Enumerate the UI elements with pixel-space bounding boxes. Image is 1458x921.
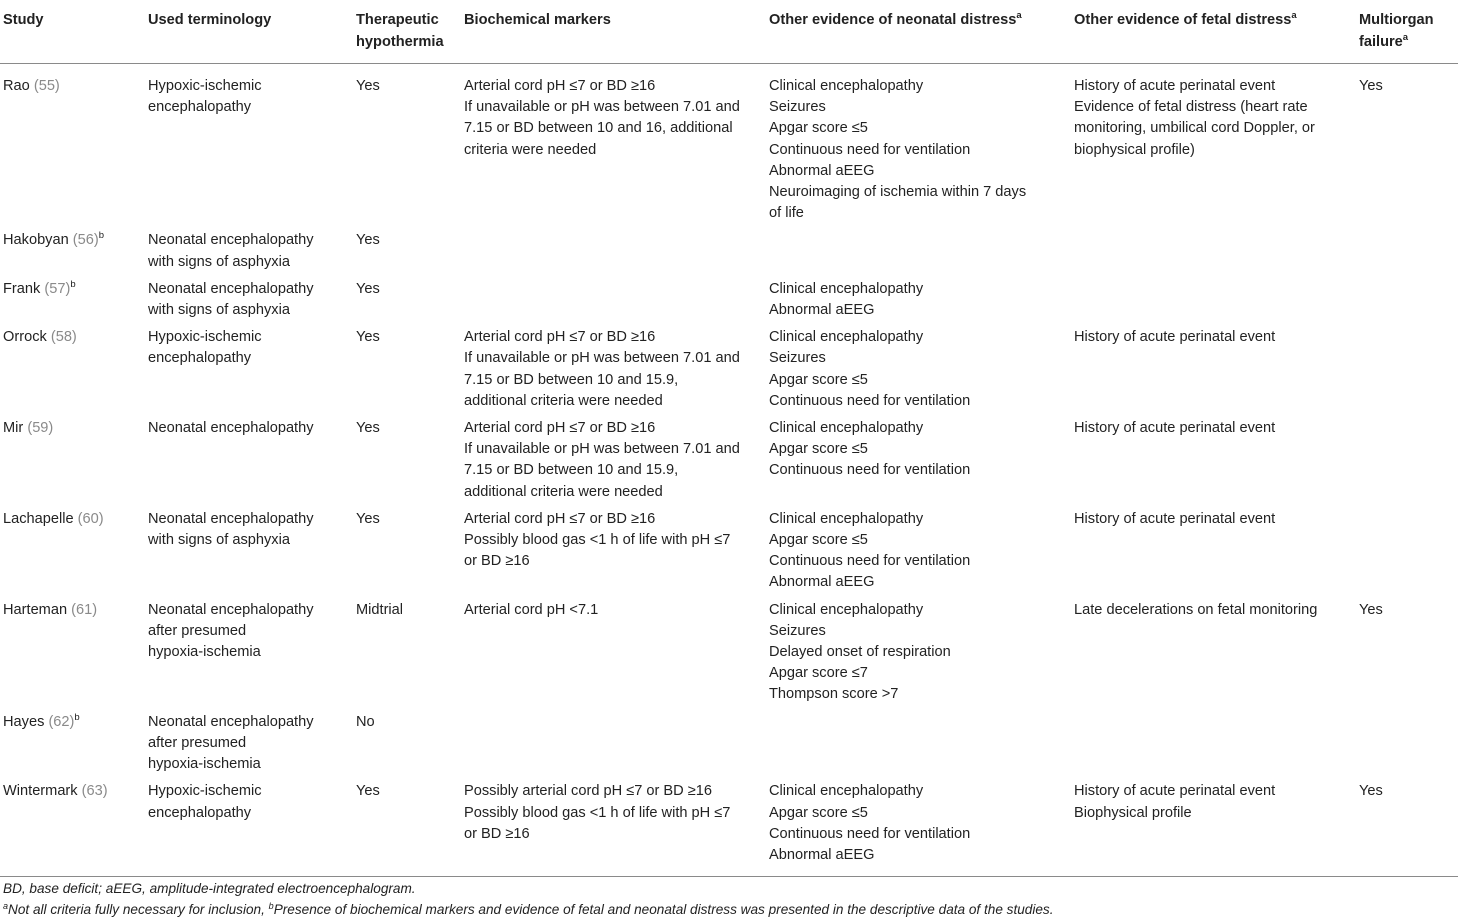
cell-terminology bbox=[148, 64, 356, 226]
cell-terminology bbox=[148, 413, 356, 504]
cell-biochem-line: or BD ≥16 bbox=[464, 553, 530, 570]
header-hypothermia: Therapeutic hypothermia bbox=[356, 0, 464, 64]
header-fetal: Other evidence of fetal distress$^a$ bbox=[1074, 0, 1359, 64]
cell-terminology-line: Neonatal encephalopathy bbox=[148, 420, 314, 437]
cell-study bbox=[0, 274, 148, 322]
cell-neonatal bbox=[769, 595, 1074, 707]
table-row bbox=[0, 595, 1458, 707]
cell-terminology-line: after presumed bbox=[148, 734, 247, 751]
cell-neonatal-line: Abnormal aEEG bbox=[769, 846, 875, 863]
cell-multiorgan: Yes bbox=[1359, 78, 1383, 94]
cell-biochem-line: additional criteria were needed bbox=[464, 392, 663, 409]
cell-fetal-line: History of acute perinatal event bbox=[1074, 420, 1276, 437]
cell-neonatal-line: Clinical encephalopathy bbox=[769, 420, 924, 437]
table-row bbox=[0, 504, 1458, 595]
cell-study bbox=[0, 595, 148, 707]
cell-biochem-line: Arterial cord pH <7.1 bbox=[464, 601, 599, 618]
cell-terminology-line: encephalopathy bbox=[148, 804, 252, 821]
cell-terminology bbox=[148, 274, 356, 322]
cell-fetal-line: History of acute perinatal event bbox=[1074, 329, 1276, 346]
cell-biochem-line: Arterial cord pH ≤7 or BD ≥16 bbox=[464, 510, 656, 527]
cell-terminology-line: with signs of asphyxia bbox=[148, 302, 290, 319]
cell-study bbox=[0, 64, 148, 226]
table-body bbox=[0, 64, 1458, 877]
cell-neonatal-line: Clinical encephalopathy bbox=[769, 783, 924, 800]
cell-hypothermia: Yes bbox=[356, 420, 380, 437]
cell-neonatal-line: Apgar score ≤5 bbox=[769, 120, 868, 137]
study-name: Hakobyan bbox=[3, 232, 69, 249]
reference-link[interactable]: (62) bbox=[48, 713, 75, 730]
cell-neonatal-line: Clinical encephalopathy bbox=[769, 280, 924, 297]
cell-neonatal-line: Apgar score ≤7 bbox=[769, 665, 868, 682]
cell-terminology-line: Neonatal encephalopathy bbox=[148, 713, 314, 730]
study-name: Harteman bbox=[3, 601, 68, 618]
header-multiorgan: Multiorgan failure$^a$ bbox=[1359, 0, 1458, 64]
cell-terminology-line: hypoxia-ischemia bbox=[148, 644, 261, 661]
table-row bbox=[0, 322, 1458, 413]
cell-fetal bbox=[1074, 322, 1359, 413]
reference-link[interactable]: (58) bbox=[50, 329, 77, 346]
cell-neonatal-line: Apgar score ≤5 bbox=[769, 441, 868, 458]
cell-study bbox=[0, 322, 148, 413]
cell-multiorgan: Yes bbox=[1359, 776, 1458, 876]
cell-biochem-line: Arterial cord pH ≤7 or BD ≥16 bbox=[464, 420, 656, 437]
cell-multiorgan bbox=[1359, 274, 1458, 322]
cell-biochem-line: Possibly arterial cord pH ≤7 or BD ≥16 bbox=[464, 783, 712, 800]
cell-terminology bbox=[148, 595, 356, 707]
cell-biochem bbox=[464, 504, 769, 595]
cell-terminology bbox=[148, 322, 356, 413]
cell-hypothermia: No bbox=[356, 713, 375, 730]
cell-neonatal-line: Continuous need for ventilation bbox=[769, 141, 971, 158]
cell-neonatal bbox=[769, 707, 1074, 777]
cell-biochem bbox=[464, 776, 769, 876]
cell-fetal bbox=[1074, 225, 1359, 273]
cell-neonatal-line: Seizures bbox=[769, 622, 826, 639]
cell-neonatal bbox=[769, 64, 1074, 226]
cell-fetal bbox=[1074, 776, 1359, 876]
cell-hypothermia: Yes bbox=[356, 776, 464, 876]
header-terminology: Used terminology bbox=[148, 0, 356, 64]
table-row bbox=[0, 225, 1458, 273]
cell-biochem bbox=[464, 64, 769, 226]
cell-neonatal bbox=[769, 776, 1074, 876]
cell-neonatal-line: Clinical encephalopathy bbox=[769, 78, 924, 94]
study-name: Mir bbox=[3, 420, 24, 437]
cell-terminology-line: encephalopathy bbox=[148, 99, 252, 116]
cell-neonatal-line: Clinical encephalopathy bbox=[769, 510, 924, 527]
cell-biochem-line: Arterial cord pH ≤7 or BD ≥16 bbox=[464, 329, 656, 346]
cell-terminology bbox=[148, 776, 356, 876]
cell-hypothermia: Yes bbox=[356, 78, 380, 94]
cell-terminology-line: Hypoxic-ischemic bbox=[148, 329, 262, 346]
cell-fetal-line: biophysical profile) bbox=[1074, 141, 1195, 158]
cell-biochem bbox=[464, 274, 769, 322]
cell-fetal bbox=[1074, 64, 1359, 226]
cell-biochem-line: 7.15 or BD between 10 and 16, additional bbox=[464, 120, 733, 137]
reference-link[interactable]: (61) bbox=[71, 601, 98, 618]
cell-neonatal bbox=[769, 274, 1074, 322]
cell-multiorgan bbox=[1359, 225, 1458, 273]
cell-fetal-line: History of acute perinatal event bbox=[1074, 783, 1276, 800]
cell-biochem-line: additional criteria were needed bbox=[464, 483, 663, 500]
cell-hypothermia: Yes bbox=[356, 232, 380, 249]
cell-neonatal-line: Clinical encephalopathy bbox=[769, 601, 924, 618]
cell-fetal bbox=[1074, 595, 1359, 707]
cell-terminology-line: Neonatal encephalopathy bbox=[148, 601, 314, 618]
cell-biochem-line: If unavailable or pH was between 7.01 and bbox=[464, 441, 740, 458]
cell-neonatal-line: of life bbox=[769, 205, 804, 222]
cell-hypothermia: Yes bbox=[356, 329, 380, 346]
header-row bbox=[0, 0, 1458, 64]
cell-biochem bbox=[464, 322, 769, 413]
cell-multiorgan bbox=[1359, 707, 1458, 777]
footnote-a-marker: a bbox=[1402, 31, 1409, 43]
footnote-b-marker: b bbox=[74, 711, 80, 723]
cell-neonatal-line: Continuous need for ventilation bbox=[769, 553, 971, 570]
cell-neonatal-line: Abnormal aEEG bbox=[769, 162, 875, 179]
cell-neonatal bbox=[769, 504, 1074, 595]
cell-terminology-line: Hypoxic-ischemic bbox=[148, 783, 262, 800]
footnote-b-marker: b bbox=[98, 230, 105, 242]
cell-biochem bbox=[464, 707, 769, 777]
cell-multiorgan bbox=[1359, 322, 1458, 413]
cell-hypothermia: Yes bbox=[356, 280, 380, 297]
table-row bbox=[0, 274, 1458, 322]
cell-fetal bbox=[1074, 707, 1359, 777]
cell-study bbox=[0, 504, 148, 595]
cell-fetal-line: Late decelerations on fetal monitoring bbox=[1074, 601, 1318, 618]
cell-fetal-line: Evidence of fetal distress (heart rate bbox=[1074, 99, 1308, 116]
cell-neonatal-line: Continuous need for ventilation bbox=[769, 825, 971, 842]
cell-neonatal-line: Abnormal aEEG bbox=[769, 302, 875, 319]
footnote-criteria: $^a$Not all criteria fully necessary for inclusion, $^b$Presence of biochemical markers and evidence of fetal and neonatal distress was presented in the descriptive data of the studies. bbox=[3, 901, 1054, 917]
cell-neonatal-line: Abnormal aEEG bbox=[769, 574, 875, 591]
cell-multiorgan bbox=[1359, 413, 1458, 504]
study-name: Frank bbox=[3, 280, 41, 297]
cell-biochem bbox=[464, 595, 769, 707]
cell-biochem-line: 7.15 or BD between 10 and 15.9, bbox=[464, 371, 679, 388]
cell-neonatal-line: Seizures bbox=[769, 99, 826, 116]
cell-hypothermia: Yes bbox=[356, 510, 380, 527]
study-name: Wintermark bbox=[3, 783, 78, 800]
cell-neonatal-line: Apgar score ≤5 bbox=[769, 532, 868, 549]
footnote-b-marker: b bbox=[70, 278, 76, 290]
reference-link[interactable]: (55) bbox=[33, 78, 60, 94]
cell-terminology-line: Neonatal encephalopathy bbox=[148, 280, 314, 297]
cell-neonatal-line: Thompson score >7 bbox=[769, 686, 899, 703]
cell-terminology-line: Neonatal encephalopathy bbox=[148, 510, 314, 527]
reference-link[interactable]: (57) bbox=[44, 280, 71, 297]
cell-biochem-line: 7.15 or BD between 10 and 15.9, bbox=[464, 462, 679, 479]
reference-link[interactable]: (63) bbox=[81, 783, 108, 800]
footnote-a-marker: a bbox=[1016, 10, 1022, 21]
header-neonatal: Other evidence of neonatal distress$^a$ bbox=[769, 0, 1074, 64]
cell-study bbox=[0, 776, 148, 876]
reference-link[interactable]: (60) bbox=[77, 510, 104, 527]
cell-neonatal bbox=[769, 322, 1074, 413]
cell-terminology-line: Neonatal encephalopathy bbox=[148, 232, 314, 249]
cell-terminology bbox=[148, 707, 356, 777]
cell-biochem-line: Possibly blood gas <1 h of life with pH ≤7 bbox=[464, 804, 731, 821]
cell-neonatal-line: Apgar score ≤5 bbox=[769, 804, 868, 821]
cell-neonatal-line: Clinical encephalopathy bbox=[769, 329, 924, 346]
cell-fetal-line: Biophysical profile bbox=[1074, 804, 1192, 821]
cell-fetal bbox=[1074, 274, 1359, 322]
cell-study bbox=[0, 225, 148, 273]
footnote-abbreviations: BD, base deficit; aEEG, amplitude-integrated electroencephalogram. bbox=[3, 881, 416, 896]
cell-neonatal-line: Seizures bbox=[769, 350, 826, 367]
cell-fetal-line: History of acute perinatal event bbox=[1074, 510, 1276, 527]
table-row bbox=[0, 413, 1458, 504]
cell-study bbox=[0, 413, 148, 504]
cell-neonatal bbox=[769, 225, 1074, 273]
reference-link[interactable]: (56) bbox=[72, 232, 99, 249]
cell-terminology bbox=[148, 504, 356, 595]
cell-multiorgan: Yes bbox=[1359, 601, 1383, 618]
cell-biochem-line: If unavailable or pH was between 7.01 and bbox=[464, 350, 740, 367]
cell-neonatal-line: Apgar score ≤5 bbox=[769, 371, 868, 388]
cell-fetal-line: monitoring, umbilical cord Doppler, or bbox=[1074, 120, 1315, 137]
cell-neonatal bbox=[769, 413, 1074, 504]
table-row bbox=[0, 64, 1458, 226]
cell-multiorgan bbox=[1359, 504, 1458, 595]
cell-neonatal-line: Continuous need for ventilation bbox=[769, 392, 971, 409]
cell-hypothermia: Midtrial bbox=[356, 601, 404, 618]
study-name: Lachapelle bbox=[3, 510, 74, 527]
footnote-a-marker: a bbox=[1291, 10, 1297, 21]
cell-biochem bbox=[464, 413, 769, 504]
cell-biochem-line: Arterial cord pH ≤7 or BD ≥16 bbox=[464, 78, 656, 94]
header-study: Study bbox=[0, 0, 148, 64]
cell-terminology bbox=[148, 225, 356, 273]
cell-study bbox=[0, 707, 148, 777]
cell-biochem-line: or BD ≥16 bbox=[464, 825, 530, 842]
cell-biochem-line: If unavailable or pH was between 7.01 and bbox=[464, 99, 740, 116]
table-row bbox=[0, 776, 1458, 876]
cell-terminology-line: encephalopathy bbox=[148, 350, 252, 367]
header-biochem: Biochemical markers bbox=[464, 0, 769, 64]
cell-neonatal-line: Delayed onset of respiration bbox=[769, 644, 951, 661]
cell-terminology-line: with signs of asphyxia bbox=[148, 253, 290, 270]
cell-neonatal-line: Neuroimaging of ischemia within 7 days bbox=[769, 184, 1027, 201]
study-name: Orrock bbox=[3, 329, 47, 346]
cell-biochem bbox=[464, 225, 769, 273]
cell-terminology-line: Hypoxic-ischemic bbox=[148, 78, 262, 94]
cell-terminology-line: after presumed bbox=[148, 622, 247, 639]
reference-link[interactable]: (59) bbox=[27, 420, 54, 437]
cell-fetal bbox=[1074, 413, 1359, 504]
cell-fetal-line: History of acute perinatal event bbox=[1074, 78, 1276, 94]
study-name: Rao bbox=[3, 78, 30, 94]
cell-fetal bbox=[1074, 504, 1359, 595]
cell-terminology-line: with signs of asphyxia bbox=[148, 532, 290, 549]
cell-neonatal-line: Continuous need for ventilation bbox=[769, 462, 971, 479]
study-name: Hayes bbox=[3, 713, 45, 730]
cell-biochem-line: criteria were needed bbox=[464, 141, 597, 158]
cell-terminology-line: hypoxia-ischemia bbox=[148, 756, 261, 773]
cell-biochem-line: Possibly blood gas <1 h of life with pH ≤7 bbox=[464, 532, 731, 549]
table-row bbox=[0, 707, 1458, 777]
